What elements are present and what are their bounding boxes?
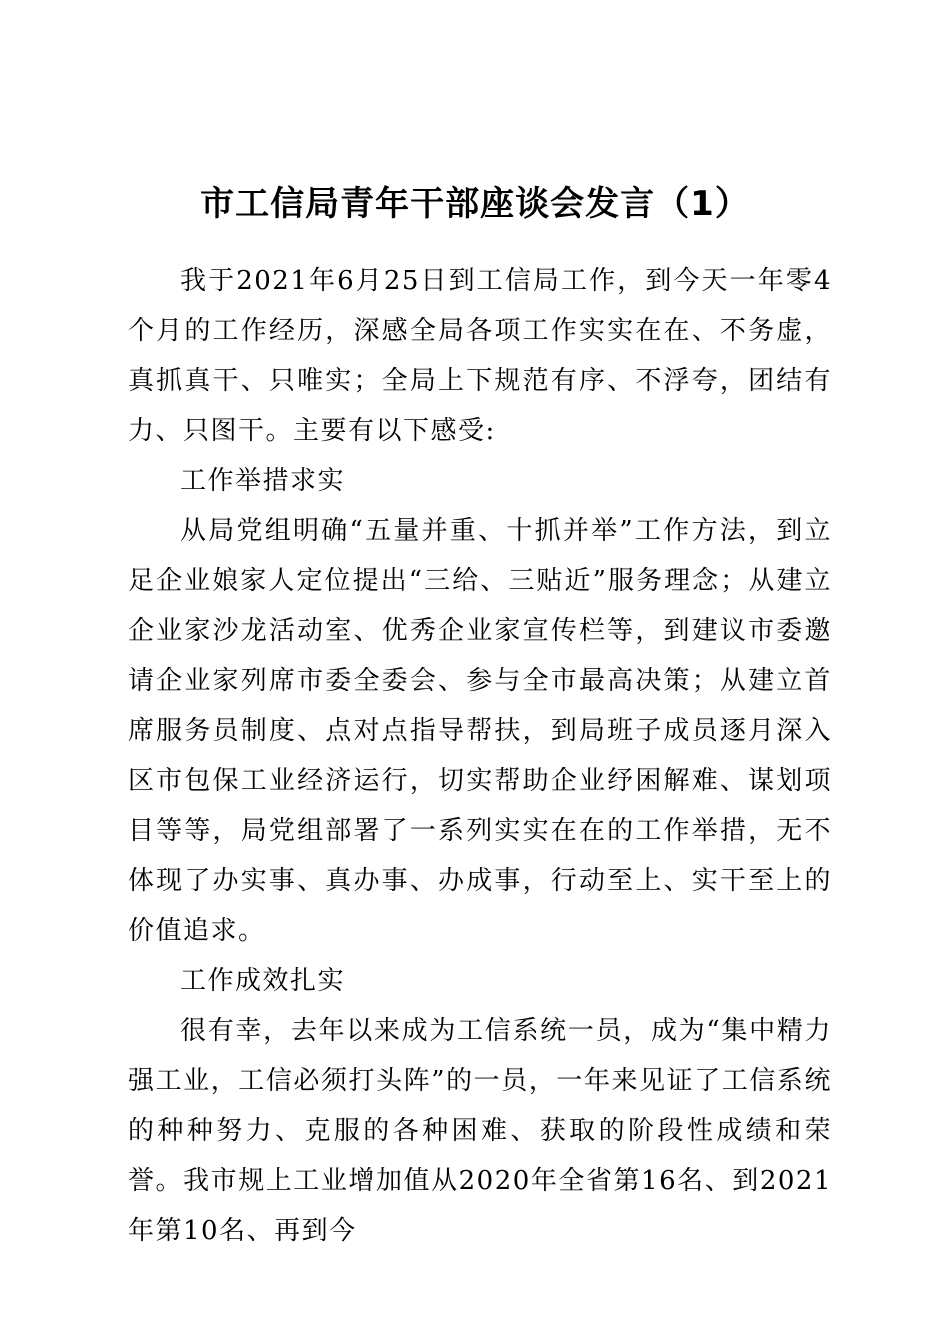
document-title: 市工信局青年干部座谈会发言（1） [200, 184, 750, 224]
section-heading-measures: 工作举措求实 [180, 466, 346, 496]
measures-paragraph: 从局党组明确“五量并重、十抓并举”工作方法，到立足企业娘家人定位提出“三给、三贴近”服务理念；从建立企业家沙龙活动室、优秀企业家宣传栏等，到建议市委邀请企业家列席市委全委会、参与全市最高决策；从建立首席服务员制度、点对点指导帮扶，到局班子成员逐月深入区市包保工业经济运行，切实帮助企业纾困解难、谋划项目等等，局党组部署了一系列实实在在的工作举措，无不体现了办实事、真办事、办成事，行动至上、实干至上的价值追求。 [128, 516, 832, 946]
document-body [128, 256, 832, 1256]
intro-paragraph: 我于2021年6月25日到工信局工作，到今天一年零4个月的工作经历，深感全局各项工作实实在在、不务虚，真抓真干、只唯实；全局上下规范有序、不浮夸，团结有力、只图干。主要有以下感受: [128, 266, 832, 446]
results-paragraph: 很有幸，去年以来成为工信系统一员，成为“集中精力强工业，工信必须打头阵”的一员，一年来见证了工信系统的种种努力、克服的各种困难、获取的阶段性成绩和荣誉。我市规上工业增加值从2020年全省第16名、到2021年第10名、再到今 [128, 1016, 832, 1246]
section-heading-results: 工作成效扎实 [180, 966, 346, 996]
